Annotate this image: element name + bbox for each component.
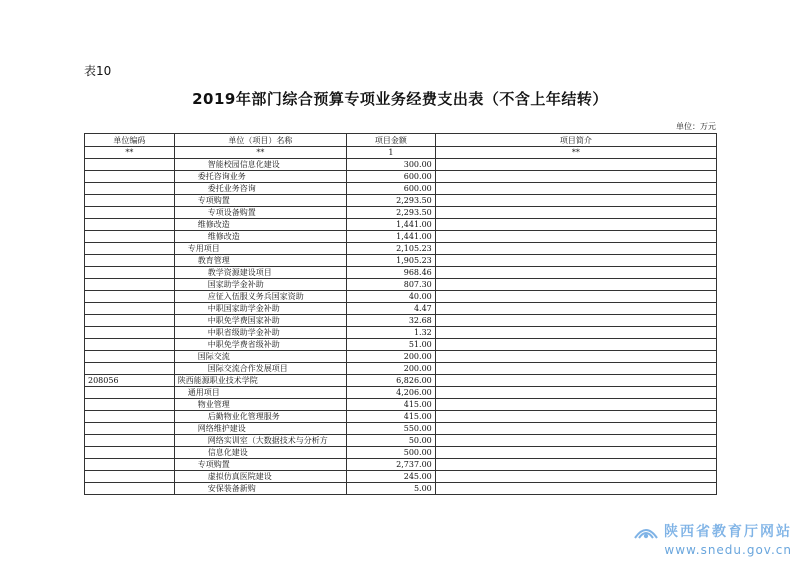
- unit-code-cell: [85, 315, 175, 327]
- description-cell: [435, 231, 716, 243]
- unit-code-cell: 208056: [85, 375, 175, 387]
- description-cell: [435, 435, 716, 447]
- description-cell: [435, 423, 716, 435]
- unit-code-cell: [85, 231, 175, 243]
- description-cell: [435, 411, 716, 423]
- unit-code-cell: [85, 387, 175, 399]
- table-row: [85, 351, 717, 363]
- unit-code-cell: [85, 459, 175, 471]
- amount-cell: 415.00: [347, 411, 436, 423]
- unit-name-cell: 专项购置: [174, 195, 346, 207]
- amount-cell: 32.68: [347, 315, 436, 327]
- header-unit-name: 单位（项目）名称: [174, 134, 346, 147]
- table-row: [85, 399, 717, 411]
- watermark: [633, 520, 792, 557]
- table-row: [85, 159, 717, 171]
- description-cell: [435, 183, 716, 195]
- unit-code-cell: [85, 411, 175, 423]
- table-row: [85, 459, 717, 471]
- page-title: 2019年部门综合预算专项业务经费支出表（不含上年结转）: [192, 90, 608, 108]
- amount-cell: 50.00: [347, 435, 436, 447]
- unit-code-cell: [85, 219, 175, 231]
- amount-cell: 200.00: [347, 351, 436, 363]
- table-row: [85, 363, 717, 375]
- table-row: [85, 327, 717, 339]
- unit-name-cell: 安保装备新购: [174, 483, 346, 495]
- amount-cell: 6,826.00: [347, 375, 436, 387]
- unit-name-cell: 教学资源建设项目: [174, 267, 346, 279]
- amount-cell: 51.00: [347, 339, 436, 351]
- unit-code-cell: [85, 291, 175, 303]
- table-row: [85, 303, 717, 315]
- unit-name-cell: 网络维护建设: [174, 423, 346, 435]
- table-row: [85, 471, 717, 483]
- table-row: [85, 219, 717, 231]
- header-amount: 项目金额: [347, 134, 436, 147]
- unit-code-cell: [85, 255, 175, 267]
- description-cell: [435, 363, 716, 375]
- unit-name-cell: 中职省级助学金补助: [174, 327, 346, 339]
- description-cell: [435, 303, 716, 315]
- table-row: [85, 291, 717, 303]
- unit-name-cell: 物业管理: [174, 399, 346, 411]
- amount-cell: 1.32: [347, 327, 436, 339]
- watermark-site-name: 陕西省教育厅网站: [664, 524, 792, 540]
- amount-cell: 415.00: [347, 399, 436, 411]
- table-row: [85, 267, 717, 279]
- amount-cell: 2,293.50: [347, 207, 436, 219]
- table-row: [85, 411, 717, 423]
- table-row: [85, 171, 717, 183]
- unit-name-cell: 国家助学金补助: [174, 279, 346, 291]
- amount-cell: 550.00: [347, 423, 436, 435]
- unit-code-cell: [85, 207, 175, 219]
- unit-code-cell: [85, 159, 175, 171]
- amount-cell: 500.00: [347, 447, 436, 459]
- amount-cell: 600.00: [347, 183, 436, 195]
- unit-name-cell: 专项购置: [174, 459, 346, 471]
- unit-name-cell: 通用项目: [174, 387, 346, 399]
- amount-cell: 5.00: [347, 483, 436, 495]
- description-cell: [435, 279, 716, 291]
- amount-cell: 807.30: [347, 279, 436, 291]
- unit-code-cell: [85, 279, 175, 291]
- unit-code-cell: [85, 171, 175, 183]
- unit-name-cell: 后勤物业化管理服务: [174, 411, 346, 423]
- unit-code-cell: [85, 267, 175, 279]
- marker-desc: **: [435, 147, 716, 159]
- unit-name-cell: 维修改造: [174, 231, 346, 243]
- table-number-label: 表10: [84, 64, 112, 78]
- unit-name-cell: 中职免学费省级补助: [174, 339, 346, 351]
- table-row: [85, 195, 717, 207]
- table-row: [85, 207, 717, 219]
- unit-name-cell: 委托咨询业务: [174, 171, 346, 183]
- unit-name-cell: 维修改造: [174, 219, 346, 231]
- description-cell: [435, 471, 716, 483]
- unit-code-cell: [85, 483, 175, 495]
- amount-cell: 1,441.00: [347, 231, 436, 243]
- amount-cell: 4,206.00: [347, 387, 436, 399]
- table-row: [85, 435, 717, 447]
- header-unit-code: 单位编码: [85, 134, 175, 147]
- table-marker-row: [85, 147, 717, 159]
- description-cell: [435, 267, 716, 279]
- unit-code-cell: [85, 351, 175, 363]
- unit-code-cell: [85, 195, 175, 207]
- table-row: [85, 243, 717, 255]
- description-cell: [435, 483, 716, 495]
- unit-code-cell: [85, 471, 175, 483]
- amount-cell: 245.00: [347, 471, 436, 483]
- description-cell: [435, 255, 716, 267]
- description-cell: [435, 459, 716, 471]
- budget-table: [84, 133, 717, 495]
- description-cell: [435, 399, 716, 411]
- description-cell: [435, 207, 716, 219]
- unit-code-cell: [85, 447, 175, 459]
- watermark-url: www.snedu.gov.cn: [664, 543, 792, 557]
- description-cell: [435, 171, 716, 183]
- marker-amount: 1: [347, 147, 436, 159]
- unit-code-cell: [85, 435, 175, 447]
- header-description: 项目简介: [435, 134, 716, 147]
- unit-name-cell: 教育管理: [174, 255, 346, 267]
- description-cell: [435, 159, 716, 171]
- amount-cell: 2,293.50: [347, 195, 436, 207]
- table-row: [85, 483, 717, 495]
- unit-name-cell: 专项设备购置: [174, 207, 346, 219]
- table-row: [85, 231, 717, 243]
- table-row: [85, 387, 717, 399]
- unit-name-cell: 专用项目: [174, 243, 346, 255]
- unit-name-cell: 委托业务咨询: [174, 183, 346, 195]
- unit-name-cell: 中职免学费国家补助: [174, 315, 346, 327]
- unit-name-cell: 虚拟仿真医院建设: [174, 471, 346, 483]
- description-cell: [435, 447, 716, 459]
- table-row: [85, 315, 717, 327]
- marker-code: **: [85, 147, 175, 159]
- description-cell: [435, 243, 716, 255]
- amount-cell: 2,737.00: [347, 459, 436, 471]
- description-cell: [435, 219, 716, 231]
- description-cell: [435, 315, 716, 327]
- unit-name-cell: 应征入伍服义务兵国家资助: [174, 291, 346, 303]
- amount-cell: 40.00: [347, 291, 436, 303]
- description-cell: [435, 339, 716, 351]
- amount-cell: 300.00: [347, 159, 436, 171]
- unit-name-cell: 国际交流: [174, 351, 346, 363]
- table-row: [85, 375, 717, 387]
- amount-cell: 200.00: [347, 363, 436, 375]
- unit-label: 单位：万元: [676, 122, 716, 131]
- unit-code-cell: [85, 399, 175, 411]
- description-cell: [435, 351, 716, 363]
- table-row: [85, 423, 717, 435]
- unit-name-cell: 中职国家助学金补助: [174, 303, 346, 315]
- table-row: [85, 255, 717, 267]
- amount-cell: 1,905.23: [347, 255, 436, 267]
- unit-code-cell: [85, 339, 175, 351]
- description-cell: [435, 387, 716, 399]
- unit-code-cell: [85, 423, 175, 435]
- unit-code-cell: [85, 327, 175, 339]
- unit-name-cell: 国际交流合作发展项目: [174, 363, 346, 375]
- description-cell: [435, 375, 716, 387]
- unit-code-cell: [85, 183, 175, 195]
- unit-name-cell: 信息化建设: [174, 447, 346, 459]
- site-logo-icon: [633, 520, 659, 542]
- amount-cell: 2,105.23: [347, 243, 436, 255]
- description-cell: [435, 195, 716, 207]
- marker-name: **: [174, 147, 346, 159]
- table-header-row: [85, 134, 717, 147]
- amount-cell: 1,441.00: [347, 219, 436, 231]
- table-row: [85, 183, 717, 195]
- amount-cell: 4.47: [347, 303, 436, 315]
- unit-code-cell: [85, 363, 175, 375]
- table-row: [85, 279, 717, 291]
- description-cell: [435, 327, 716, 339]
- description-cell: [435, 291, 716, 303]
- unit-name-cell: 网络实训室（大数据技术与分析方: [174, 435, 346, 447]
- unit-name-cell: 智能校园信息化建设: [174, 159, 346, 171]
- table-row: [85, 339, 717, 351]
- unit-code-cell: [85, 303, 175, 315]
- table-row: [85, 447, 717, 459]
- amount-cell: 600.00: [347, 171, 436, 183]
- amount-cell: 968.46: [347, 267, 436, 279]
- table-body: [85, 159, 717, 495]
- unit-name-cell: 陕西能源职业技术学院: [174, 375, 346, 387]
- unit-code-cell: [85, 243, 175, 255]
